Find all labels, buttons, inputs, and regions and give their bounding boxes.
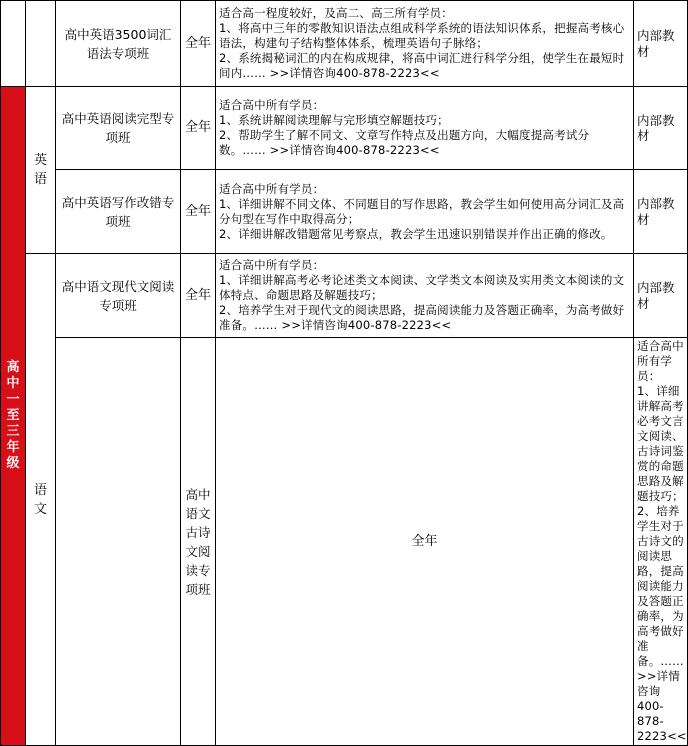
subject-english — [26, 87, 56, 254]
grade-label-char: 级 — [6, 456, 20, 471]
course-material: 内部教材 — [634, 254, 688, 338]
table-row — [1, 1, 688, 87]
table-row — [1, 170, 688, 254]
description-line: 1、将高中三年的零散知识语法点组成科学系统的语法知识体系，把握高考核心语法，构建句子结构整体体系，梳理英语句子脉络； — [219, 21, 625, 50]
grade-label-char: 中 — [6, 376, 20, 391]
course-name: 高中语文古诗文阅读专项班 — [181, 338, 216, 746]
course-name: 高中语文现代文阅读专项班 — [56, 254, 181, 338]
course-material: 内部教材 — [634, 87, 688, 170]
table-row — [1, 87, 688, 170]
grade-label-char: 至 — [6, 408, 20, 423]
grade-label-char: 三 — [6, 424, 20, 439]
grade-cell-bottom — [56, 338, 181, 746]
course-period: 全年 — [181, 170, 216, 254]
course-description — [216, 170, 634, 254]
grade-label-char: 年 — [6, 440, 20, 455]
description-line: 2、培养学生对于古诗文的阅读思路，提高阅读能力及答题正确率，为高考做好准备。…… >>详情咨询400-878-2223<< — [637, 504, 687, 743]
description-line: 适合高一程度较好，及高二、高三所有学员： — [219, 6, 453, 20]
grade-cell-top — [1, 1, 26, 87]
course-description — [216, 1, 634, 87]
course-name: 高中英语阅读完型专项班 — [56, 87, 181, 170]
description-line: 1、详细讲解高考必考论述类文本阅读、文学类文本阅读及实用类文本阅读的文体特点、命题思路及解题技巧； — [219, 273, 625, 302]
subject-char: 语 — [33, 172, 47, 187]
description-line: 1、详细讲解高考必考文言文阅读、古诗词鉴赏的命题思路及解题技巧； — [637, 384, 684, 503]
course-period: 全年 — [181, 1, 216, 87]
subject-char: 语 — [33, 482, 47, 498]
course-name: 高中英语写作改错专项班 — [56, 170, 181, 254]
grade-label — [1, 87, 26, 746]
grade-label-char: 一 — [6, 392, 20, 407]
course-period: 全年 — [181, 254, 216, 338]
course-material: 内部教材 — [634, 1, 688, 87]
description-line: 2、详细讲解改错题常见考察点，教会学生迅速识别错误并作出正确的修改。 — [219, 226, 613, 241]
table-row — [1, 338, 688, 746]
description-line: 适合高中所有学员： — [219, 258, 325, 272]
description-line: 1、系统讲解阅读理解与完形填空解题技巧； — [219, 113, 449, 127]
course-period: 全年 — [181, 87, 216, 170]
description-line: 适合高中所有学员： — [219, 181, 325, 196]
description-line: 适合高中所有学员： — [637, 339, 684, 383]
description-line: 2、系统揭秘词汇的内在构成规律，将高中词汇进行科学分组，使学生在最短时间内…… >>详情咨询400-878-2223<< — [219, 51, 625, 80]
course-name: 高中英语3500词汇语法专项班 — [56, 1, 181, 87]
course-material: 内部教材 — [634, 170, 688, 254]
course-description — [634, 338, 688, 746]
course-period: 全年 — [216, 338, 634, 746]
subject-char: 文 — [33, 501, 47, 517]
description-line: 1、详细讲解不同文体、不同题目的写作思路，教会学生如何使用高分词汇及高分句型在写作中取得高分； — [219, 196, 625, 226]
course-description — [216, 87, 634, 170]
grade-label-char: 高 — [6, 360, 20, 375]
subject-char: 英 — [33, 153, 47, 168]
course-description — [216, 254, 634, 338]
subject-cell-top — [26, 1, 56, 87]
description-line: 2、培养学生对于现代文的阅读思路，提高阅读能力及答题正确率，为高考做好准备。…… >>详情咨询400-878-2223<< — [219, 303, 625, 332]
description-line: 2、帮助学生了解不同文、文章写作特点及出题方向，大幅度提高考试分数。…… >>详情咨询400-878-2223<< — [219, 128, 590, 157]
subject-chinese — [26, 254, 56, 746]
description-line: 适合高中所有学员： — [219, 98, 325, 112]
table-row — [1, 254, 688, 338]
